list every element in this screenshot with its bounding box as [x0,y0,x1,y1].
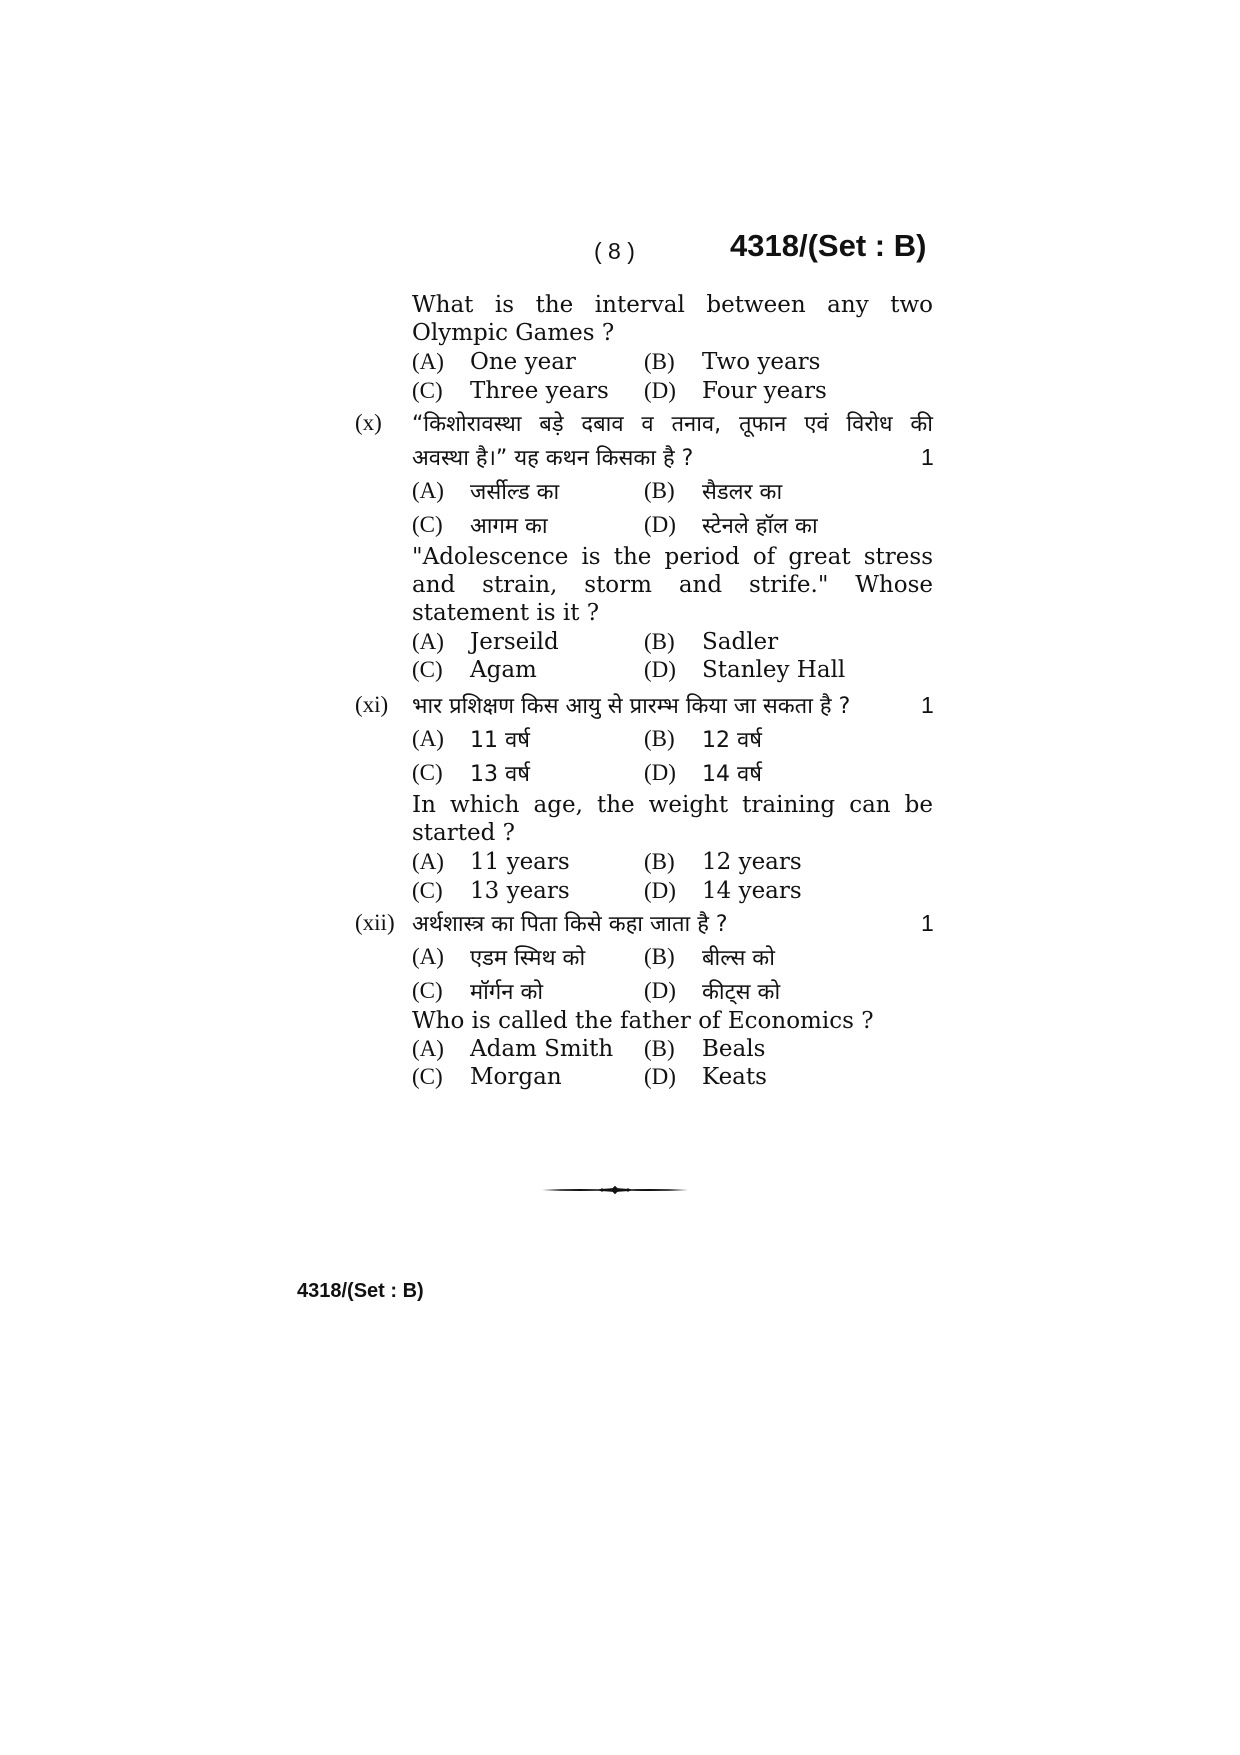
option-text: Two years [702,349,821,375]
option-text-hindi: 11 वर्ष [470,728,530,753]
question-text: statement is it ? [412,600,600,626]
option-label: (B) [644,726,675,751]
option-label: (D) [644,657,676,682]
option-text: Three years [470,378,609,404]
option-label: (B) [644,944,675,969]
footer-code: 4318/(Set : B) [297,1280,424,1302]
option-text-hindi: आगम का [470,514,548,539]
option-label: (C) [412,1064,443,1089]
option-text-hindi: 13 वर्ष [470,762,530,787]
option-text-hindi: स्टेनले हॉल का [702,514,818,539]
option-label: (C) [412,978,443,1003]
option-text-hindi: बील्स को [702,946,775,971]
option-text-hindi: जर्सील्ड का [470,480,560,505]
question-number: (x) [355,410,382,435]
question-text-hindi: “किशोरावस्था बड़े दबाव व तनाव, तूफान एवं विरोध की [412,412,933,437]
question-text-hindi: अर्थशास्त्र का पिता किसे कहा जाता है ? [412,912,728,937]
option-label: (B) [644,1036,675,1061]
option-text: One year [470,349,576,375]
option-text: 14 years [702,878,802,904]
option-label: (A) [412,629,444,654]
option-text-hindi: 14 वर्ष [702,762,762,787]
option-label: (B) [644,478,675,503]
option-label: (C) [412,378,443,403]
option-label: (D) [644,878,676,903]
option-label: (D) [644,760,676,785]
end-ornament [540,1183,690,1197]
option-label: (A) [412,1036,444,1061]
marks: 1 [921,692,934,718]
option-text: Beals [702,1036,766,1062]
option-text: 11 years [470,849,570,875]
option-text: Keats [702,1064,767,1090]
option-text-hindi: कीट्स को [702,980,781,1005]
question-text: and strain, storm and strife." Whose [412,572,933,598]
option-label: (C) [412,760,443,785]
option-label: (B) [644,849,675,874]
option-label: (D) [644,1064,676,1089]
option-text: Jerseild [470,629,559,655]
option-label: (A) [412,478,444,503]
option-text: Stanley Hall [702,657,846,683]
option-label: (C) [412,657,443,682]
question-number: (xi) [355,692,389,717]
option-label: (A) [412,944,444,969]
option-label: (C) [412,512,443,537]
question-text-hindi: अवस्था है।” यह कथन किसका है ? [412,446,694,471]
option-label: (A) [412,349,444,374]
option-label: (D) [644,378,676,403]
question-text: What is the interval between any two [412,292,933,318]
question-text-hindi: भार प्रशिक्षण किस आयु से प्रारम्भ किया जा सकता है ? [412,694,851,719]
marks: 1 [921,444,934,470]
option-label: (B) [644,629,675,654]
option-text: Agam [470,657,537,683]
option-text: 12 years [702,849,802,875]
option-label: (D) [644,512,676,537]
option-label: (C) [412,878,443,903]
question-number: (xii) [355,910,395,935]
question-text: Olympic Games ? [412,320,615,346]
question-text: "Adolescence is the period of great stress [412,544,933,570]
paper-code: 4318/(Set : B) [730,228,927,263]
option-text-hindi: एडम स्मिथ को [470,946,586,971]
option-label: (D) [644,978,676,1003]
question-text: started ? [412,820,515,846]
option-text-hindi: सैडलर का [702,480,783,505]
marks: 1 [921,910,934,936]
option-text: 13 years [470,878,570,904]
option-text: Sadler [702,629,779,655]
option-text: Adam Smith [470,1036,614,1062]
page-number: ( 8 ) [594,238,635,264]
option-label: (A) [412,726,444,751]
option-text: Four years [702,378,827,404]
option-text: Morgan [470,1064,562,1090]
option-label: (B) [644,349,675,374]
question-text: Who is called the father of Economics ? [412,1008,874,1034]
option-text-hindi: मॉर्गन को [470,980,544,1005]
question-text: In which age, the weight training can be [412,792,933,818]
option-text-hindi: 12 वर्ष [702,728,762,753]
option-label: (A) [412,849,444,874]
